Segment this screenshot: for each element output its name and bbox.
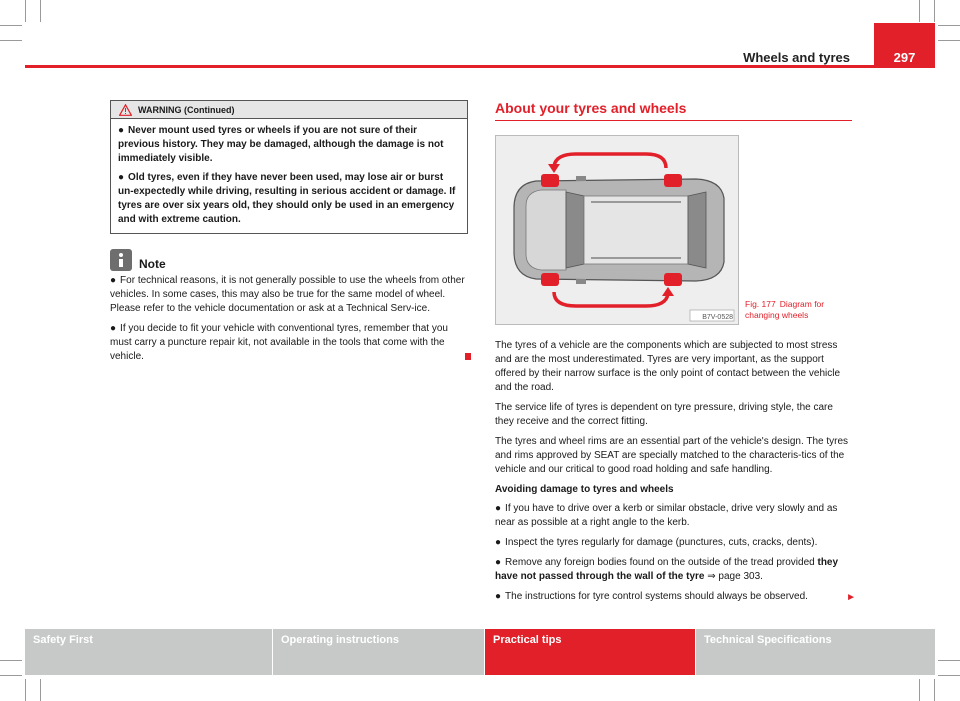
note-label: Note bbox=[139, 257, 166, 271]
info-icon bbox=[110, 249, 132, 271]
crop-mark bbox=[25, 679, 26, 701]
list-item-text: If you have to drive over a kerb or similar obstacle, drive very slowly and as near as possible at a right angle to the kerb. bbox=[495, 503, 838, 528]
right-column bbox=[495, 100, 856, 610]
page-header-title: Wheels and tyres bbox=[743, 50, 850, 65]
list-item bbox=[495, 590, 856, 604]
crop-mark bbox=[0, 40, 22, 41]
note-header bbox=[110, 248, 468, 271]
page-number-tab bbox=[874, 23, 935, 68]
warning-item bbox=[118, 171, 460, 227]
crop-mark bbox=[0, 660, 22, 661]
footer-tab-safety-first[interactable]: Safety First bbox=[25, 629, 272, 675]
warning-header bbox=[111, 101, 467, 119]
crop-mark bbox=[0, 675, 22, 676]
crop-mark bbox=[40, 679, 41, 701]
crop-mark bbox=[25, 0, 26, 22]
note-body bbox=[110, 274, 468, 364]
header-rule bbox=[25, 65, 935, 68]
crop-mark bbox=[919, 0, 920, 22]
list-item-text: Inspect the tyres regularly for damage (punctures, cuts, cracks, dents). bbox=[505, 537, 818, 548]
footer-tab-technical-specifications[interactable]: Technical Specifications bbox=[696, 629, 935, 675]
crop-mark bbox=[934, 679, 935, 701]
list-item bbox=[495, 502, 852, 530]
crop-mark bbox=[0, 25, 22, 26]
note-item-text: If you decide to fit your vehicle with conventional tyres, remember that you must carry a puncture repair kit, not available in the tools that come with the vehicle. bbox=[110, 323, 448, 362]
crop-mark bbox=[938, 25, 960, 26]
warning-triangle-icon bbox=[119, 104, 132, 116]
bullet-icon: ● bbox=[495, 591, 502, 602]
footer-tab-operating-instructions[interactable]: Operating instructions bbox=[273, 629, 484, 675]
subheading: Avoiding damage to tyres and wheels bbox=[495, 484, 674, 495]
list-item-emphasis: they have not passed through the wall of the tyre bbox=[495, 557, 839, 582]
bullet-icon: ● bbox=[495, 557, 502, 568]
figure-code: B7V-0528 bbox=[702, 314, 733, 321]
footer-nav bbox=[25, 629, 935, 675]
bullet-icon: ● bbox=[110, 275, 117, 286]
footer-tab-practical-tips[interactable]: Practical tips bbox=[485, 629, 695, 675]
bullet-icon: ● bbox=[118, 172, 125, 183]
list-item-text: The instructions for tyre control systems should always be observed. bbox=[505, 591, 808, 602]
figure-number: Fig. 177 bbox=[745, 299, 776, 309]
paragraph: The tyres of a vehicle are the components which are subjected to most stress and are the most underestimated. Tyres are very important, as the support offered by their narrow surface is the only point of contact between the vehicle and the road. bbox=[495, 340, 841, 393]
continue-arrow-icon: ► bbox=[846, 592, 856, 603]
figure-block bbox=[495, 135, 852, 325]
warning-box bbox=[110, 100, 468, 234]
bullet-icon: ● bbox=[110, 323, 117, 334]
wheel-rotation-diagram bbox=[495, 135, 739, 325]
car-top-view-illustration bbox=[496, 136, 738, 324]
figure-caption bbox=[745, 299, 855, 321]
list-item bbox=[495, 556, 852, 584]
page-reference-link[interactable]: ⇒ page 303. bbox=[704, 571, 763, 582]
warning-label: WARNING (Continued) bbox=[138, 104, 235, 115]
front-left-wheel bbox=[541, 174, 559, 187]
paragraph: The tyres and wheel rims are an essential part of the vehicle's design. The tyres and rims approved by SEAT are specially matched to the characteris-tics of the vehicle and our critical to good road holding and safe handling. bbox=[495, 436, 849, 475]
note-item bbox=[110, 274, 468, 316]
article-body bbox=[495, 339, 856, 604]
left-column bbox=[110, 100, 468, 370]
front-right-wheel bbox=[541, 273, 559, 286]
rear-right-wheel bbox=[664, 273, 682, 286]
rear-left-wheel bbox=[664, 174, 682, 187]
bullet-icon: ● bbox=[495, 537, 502, 548]
crop-mark bbox=[938, 660, 960, 661]
end-of-section-mark bbox=[465, 353, 471, 360]
warning-item-text: Never mount used tyres or wheels if you are not sure of their previous history. They may be damaged, although the damage is not immediately visible. bbox=[118, 125, 444, 164]
bullet-icon: ● bbox=[495, 503, 502, 514]
page-number: 297 bbox=[893, 50, 916, 65]
bullet-icon: ● bbox=[118, 125, 125, 136]
figure-caption-text: Diagram for changing wheels bbox=[745, 299, 825, 320]
crop-mark bbox=[938, 40, 960, 41]
list-item bbox=[495, 536, 852, 550]
crop-mark bbox=[40, 0, 41, 22]
crop-mark bbox=[934, 0, 935, 22]
crop-mark bbox=[919, 679, 920, 701]
list-item-text: Remove any foreign bodies found on the outside of the tread provided bbox=[505, 557, 818, 568]
warning-item-text: Old tyres, even if they have never been used, may lose air or burst un-expectedly while driving, resulting in serious accident or damage. If tyres are over six years old, they should only be used in an emergency and with extreme caution. bbox=[118, 172, 456, 225]
note-item-text: For technical reasons, it is not generally possible to use the wheels from other vehicles. In some cases, this may also be true for the same model of wheel. Please refer to the vehicle documentation or ask at a Technical Serv-ice. bbox=[110, 275, 465, 314]
warning-item bbox=[118, 124, 460, 166]
paragraph: The service life of tyres is dependent on tyre pressure, driving style, the care they receive and the correct fitting. bbox=[495, 402, 833, 427]
note-item bbox=[110, 322, 468, 364]
warning-body bbox=[111, 119, 467, 233]
crop-mark bbox=[938, 675, 960, 676]
section-title: About your tyres and wheels bbox=[495, 100, 852, 121]
